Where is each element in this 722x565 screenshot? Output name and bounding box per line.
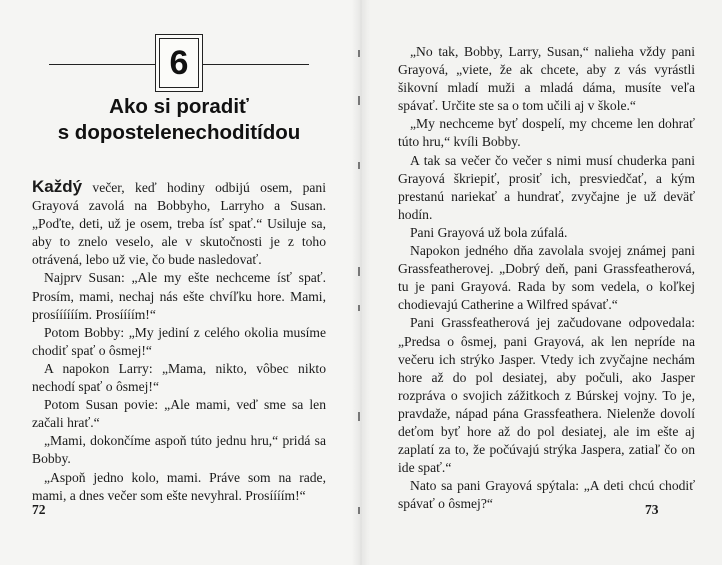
- chapter-title-line-1: Ako si poradiť: [109, 95, 249, 118]
- paragraph: Pani Grassfeatherová jej začudovane odpovedala: „Predsa o ôsmej, pani Grayová, ak len nepríde na večeru ich strýko Jasper. Vtedy ich zvyčajne nechám hore až do pol desiatej, aby počuli, ako Jasper rozpráva o svojich zážitkoch z Búrskej vojny. To je, pravdaže, nápad pána Grassfeathera. Nielenže dovolí deťom byť hore až do pol desiatej, ale im ešte aj zaplatí za to, že počúvajú strýka Jaspera, zatiaľ čo on ide spať.“: [398, 315, 695, 476]
- book-gutter: [352, 0, 370, 565]
- chapter-heading: [49, 34, 309, 94]
- paragraph: „My nechceme byť dospelí, my chceme len dohrať túto hru,“ kvíli Bobby.: [398, 116, 695, 150]
- paragraph: Potom Bobby: „My jediní z celého okolia musíme chodiť spať o ôsmej!“: [32, 324, 326, 358]
- drop-word: Každý: [32, 177, 83, 196]
- paragraph: A napokon Larry: „Mama, nikto, vôbec nikto nechodí spať o ôsmej!“: [32, 360, 326, 395]
- chapter-number-box: [155, 34, 203, 92]
- paragraph: Pani Grayová už bola zúfalá.: [410, 224, 568, 240]
- right-body-text: [398, 43, 695, 513]
- binding-stitch: [358, 162, 360, 169]
- paragraph: [32, 178, 326, 269]
- chapter-title-line-2: s dopostelenechoditídou: [57, 121, 301, 144]
- page-number-left: 72: [32, 502, 46, 517]
- heading-rule-left: [49, 64, 156, 65]
- paragraph: A tak sa večer čo večer s nimi musí chuderka pani Grayová škriepiť, prosiť ich, presviedčať, a kým prestanú nariekať a hundrať, zvyčajne je už deväť hodín.: [398, 152, 695, 222]
- binding-stitch: [358, 412, 360, 421]
- paragraph-text: večer, keď hodiny odbijú osem, pani Grayová zavolá na Bobbyho, Larryho a Susan. „Poďte, deti, už je osem, treba ísť spať.“ Usiluje sa, aby to znelo veselo, ale v skutočnosti je z toho otrávená, lebo už vie, čo bude nasledovať.: [32, 180, 326, 268]
- chapter-title: [49, 94, 309, 146]
- binding-stitch: [358, 507, 360, 514]
- binding-stitch: [358, 305, 360, 311]
- paragraph: „No tak, Bobby, Larry, Susan,“ nalieha vždy pani Grayová, „viete, že ak chcete, aby z vás vyrástli šikovní mladí muži a mladá dáma, musíte veľa spávať. Určite ste sa o tom učili aj v škole.“: [398, 44, 695, 114]
- paragraph: „Aspoň jedno kolo, mami. Práve som na rade, mami, a dnes večer som ešte nevyhral. Prosíííím!“: [32, 469, 326, 503]
- heading-rule-right: [203, 64, 309, 65]
- binding-stitch: [358, 96, 360, 105]
- binding-stitch: [358, 267, 360, 276]
- left-body-text: [32, 178, 326, 505]
- paragraph: „Mami, dokončíme aspoň túto jednu hru,“ pridá sa Bobby.: [32, 433, 326, 467]
- paragraph: Napokon jedného dňa zavolala svojej známej pani Grassfeatherovej. „Dobrý deň, pani Grassfeatherová, tu je pani Grayová. Rada by som vedela, o koľkej chodievajú Catherine a Wilfred spávať.“: [398, 243, 695, 313]
- binding-stitch: [358, 50, 360, 57]
- page-number-right: 73: [645, 502, 659, 517]
- chapter-number: 6: [159, 38, 199, 88]
- right-page: [361, 0, 722, 565]
- paragraph: Potom Susan povie: „Ale mami, veď sme sa len začali hrať.“: [32, 397, 326, 431]
- paragraph: Nato sa pani Grayová spýtala: „A deti chcú chodiť spávať o ôsmej?“: [398, 478, 695, 512]
- paragraph: Najprv Susan: „Ale my ešte nechceme ísť spať. Prosím, mami, nechaj nás ešte chvíľku hore. Mami, prosíííííím. Prosíííím!“: [32, 270, 326, 322]
